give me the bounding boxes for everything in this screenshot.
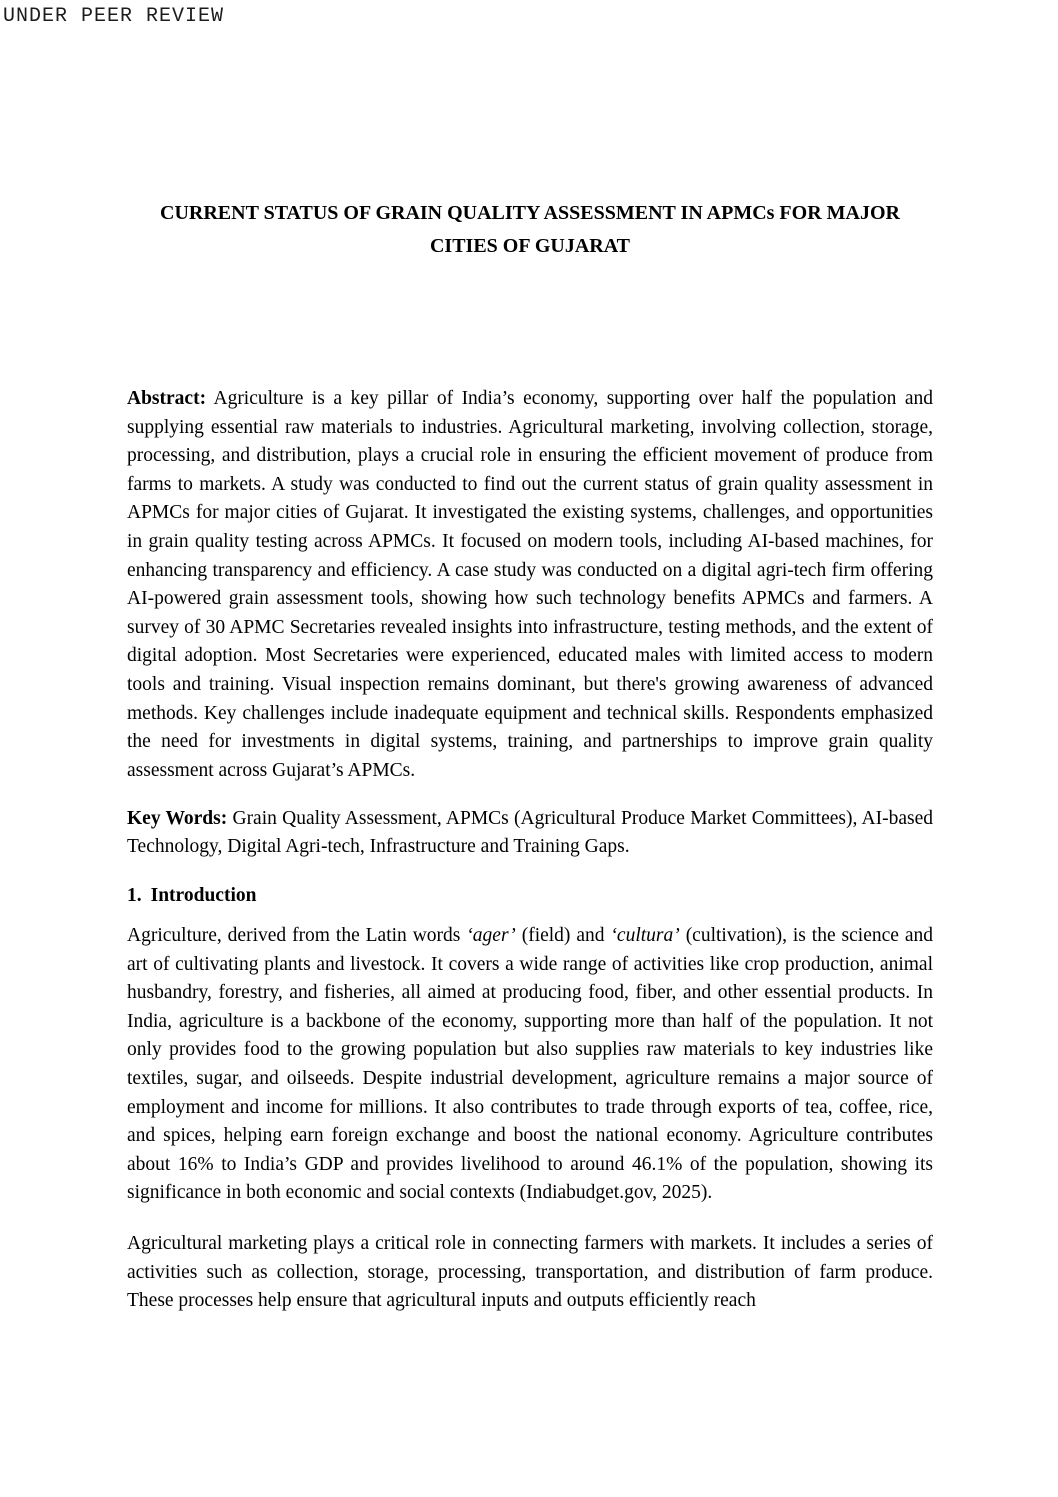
keywords-label: Key Words: bbox=[127, 807, 228, 829]
paper-title-line-1: CURRENT STATUS OF GRAIN QUALITY ASSESSMENT IN APMCs FOR MAJOR bbox=[160, 202, 900, 224]
introduction-heading bbox=[127, 882, 933, 911]
introduction-paragraph-1 bbox=[127, 922, 933, 1208]
intro-p1-latin-term-ager: ‘ager’ bbox=[466, 925, 516, 947]
paper-title bbox=[127, 197, 933, 263]
introduction-paragraph-2: Agricultural marketing plays a critical role in connecting farmers with markets. It includes a series of activities such as collection, storage, processing, transportation, and distribution of farm produce. These processes help ensure that agricultural inputs and outputs efficiently reach bbox=[127, 1233, 933, 1312]
abstract-paragraph bbox=[127, 385, 933, 785]
intro-p1-part-2: (field) and bbox=[521, 925, 605, 947]
introduction-heading-number: 1. bbox=[127, 884, 142, 906]
abstract-text: Agriculture is a key pillar of India’s economy, supporting over half the population and supplying essential raw materials to industries. Agricultural marketing, involving collection, storage, processing, and distribution, plays a crucial role in ensuring the efficient movement of produce from farms to markets. A study was conducted to find out the current status of grain quality assessment in APMCs for major cities of Gujarat. It investigated the existing systems, challenges, and opportunities in grain quality testing across APMCs. It focused on modern tools, including AI-based machines, for enhancing transparency and efficiency. A case study was conducted on a digital agri-tech firm offering AI-powered grain assessment tools, showing how such technology benefits APMCs and farmers. A survey of 30 APMC Secretaries revealed insights into infrastructure, testing methods, and the extent of digital adoption. Most Secretaries were experienced, educated males with limited access to modern tools and training. Visual inspection remains dominant, but there's growing awareness of advanced methods. Key challenges include inadequate equipment and technical skills. Respondents emphasized the need for investments in digital systems, training, and partnerships to improve grain quality assessment across Gujarat’s APMCs. bbox=[127, 388, 933, 781]
paper-title-line-2: CITIES OF GUJARAT bbox=[429, 235, 631, 257]
page-content bbox=[127, 0, 933, 1335]
introduction-heading-label: Introduction bbox=[150, 884, 257, 906]
intro-p1-part-3: (cultivation), is the science and art of cultivating plants and livestock. It covers a wide range of activities like crop production, animal husbandry, forestry, and fisheries, all aimed at producing food, fiber, and other essential products. In India, agriculture is a backbone of the economy, supporting more than half of the population. It not only provides food to the growing population but also supplies raw materials to key industries like textiles, sugar, and oilseeds. Despite industrial development, agriculture remains a major source of employment and income for millions. It also contributes to trade through exports of tea, coffee, rice, and spices, helping earn foreign exchange and boost the national economy. Agriculture contributes about 16% to India’s GDP and provides livelihood to around 46.1% of the population, showing its significance in both economic and social contexts (Indiabudget.gov, 2025). bbox=[127, 925, 933, 1204]
keywords-paragraph bbox=[127, 805, 933, 862]
intro-p1-part-1: Agriculture, derived from the Latin words bbox=[127, 925, 461, 947]
intro-p1-latin-term-cultura: ‘cultura’ bbox=[610, 925, 680, 947]
abstract-label: Abstract: bbox=[127, 388, 207, 409]
keywords-text: Grain Quality Assessment, APMCs (Agricultural Produce Market Committees), AI-based Technology, Digital Agri-tech, Infrastructure and Training Gaps. bbox=[127, 807, 933, 858]
peer-review-banner: UNDER PEER REVIEW bbox=[3, 5, 225, 28]
